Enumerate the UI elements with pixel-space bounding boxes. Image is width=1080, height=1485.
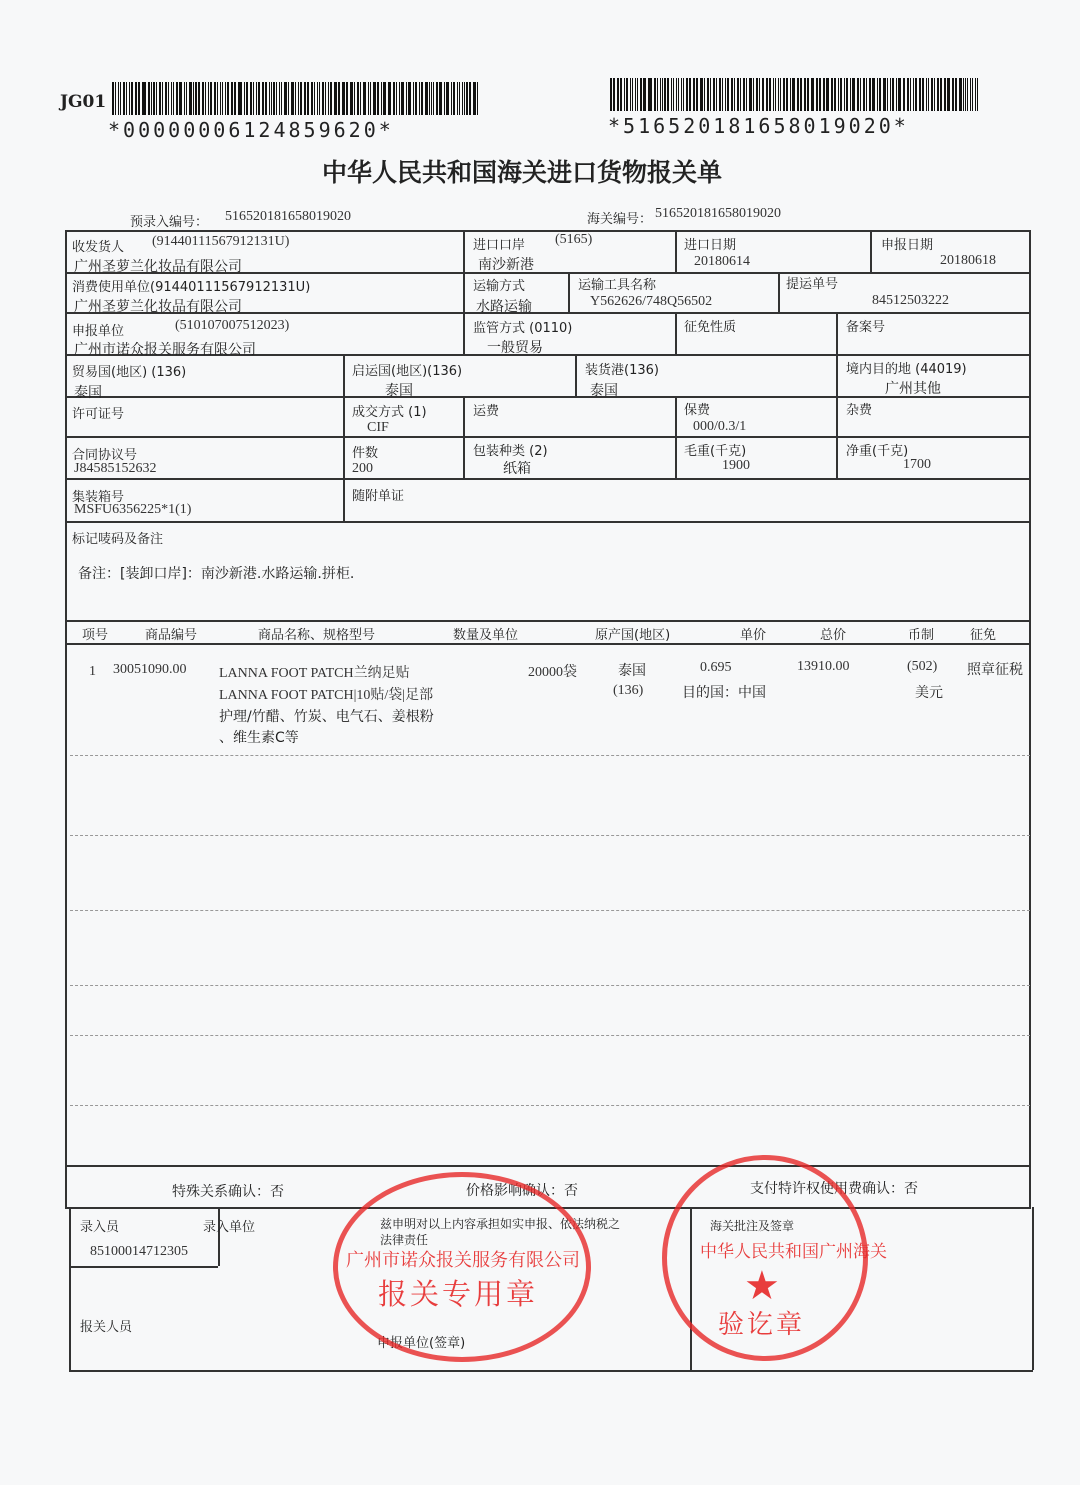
documents-label: 随附单证 <box>352 489 405 504</box>
container: MSFU6356225*1(1) <box>74 502 192 517</box>
table-line <box>675 396 677 478</box>
item-no: 1 <box>89 664 96 679</box>
table-line <box>463 396 465 478</box>
declare-date-label: 申报日期 <box>881 238 934 253</box>
table-line <box>1029 230 1031 1207</box>
pieces-label: 件数 <box>352 446 379 461</box>
pre-entry-label: 预录入编号： <box>130 215 209 230</box>
item-levy: 照章征税 <box>967 662 1023 678</box>
royalty-confirm: 支付特许权使用费确认：否 <box>750 1181 918 1197</box>
column-header: 总价 <box>820 628 847 643</box>
table-line <box>690 1207 692 1370</box>
table-line <box>836 354 838 478</box>
bl-number: 84512503222 <box>872 293 949 308</box>
column-header: 商品编号 <box>145 628 198 643</box>
page-title: 中华人民共和国海关进口货物报关单 <box>322 158 723 187</box>
import-date: 20180614 <box>694 254 750 269</box>
transport: 水路运输 <box>476 299 532 315</box>
license-label: 许可证号 <box>72 407 125 422</box>
special-relation-confirm: 特殊关系确认：否 <box>172 1184 284 1200</box>
import-date-label: 进口日期 <box>684 238 737 253</box>
entry-unit-label: 录入单位 <box>203 1220 256 1235</box>
table-line <box>343 354 345 521</box>
broker-seal-center-text: 报关专用章 <box>378 1277 539 1311</box>
item-destination: 目的国：中国 <box>682 685 766 701</box>
transport-label: 运输方式 <box>473 279 526 294</box>
vehicle-label: 运输工具名称 <box>578 278 657 293</box>
declarant-sign-label: 申报单位(签章) <box>377 1336 466 1351</box>
table-line <box>65 620 1031 622</box>
insurance-label: 保费 <box>684 403 711 418</box>
table-line <box>65 1207 1031 1209</box>
consumer-name: 广州圣萝兰化妆品有限公司 <box>74 299 242 315</box>
table-line <box>69 1370 1033 1372</box>
freight-label: 运费 <box>473 404 500 419</box>
origin-country-label: 启运国(地区)(136) <box>352 364 463 379</box>
column-header: 单价 <box>740 628 767 643</box>
gross-weight: 1900 <box>722 458 750 473</box>
trade-country-label: 贸易国(地区) (136) <box>72 365 187 380</box>
customs-no: 516520181658019020 <box>655 206 781 221</box>
table-line <box>69 1207 71 1370</box>
deal: CIF <box>367 420 389 435</box>
statement-2: 法律责任 <box>380 1233 429 1247</box>
contract: J84585152632 <box>74 461 157 476</box>
barcode-left <box>112 82 480 115</box>
deal-label: 成交方式 (1) <box>352 405 427 420</box>
table-line <box>870 230 872 272</box>
form-code: JG01 <box>60 92 107 112</box>
supervision-label: 监管方式 (0110) <box>473 321 573 336</box>
package: 纸箱 <box>503 461 531 477</box>
column-header: 商品名称、规格型号 <box>258 628 376 643</box>
consignee-name: 广州圣萝兰化妆品有限公司 <box>74 259 242 275</box>
destination: 广州其他 <box>885 381 941 397</box>
table-line <box>575 354 577 396</box>
declarant-code: (510107007512023) <box>175 318 290 333</box>
table-line <box>778 272 780 312</box>
item-spec-2: 护理/竹醋、竹炭、电气石、姜根粉 <box>219 709 434 725</box>
consignee-code: (91440111567912131U) <box>152 234 290 249</box>
item-total: 13910.00 <box>797 659 850 674</box>
origin-country: 泰国 <box>385 383 413 399</box>
port-code: (5165) <box>555 232 593 247</box>
table-line <box>65 230 1031 232</box>
gross-weight-label: 毛重(千克) <box>684 444 747 459</box>
table-line <box>568 272 570 312</box>
table-line <box>65 643 1031 645</box>
column-header: 原产国(地区) <box>595 628 671 643</box>
item-currency-code: (502) <box>907 659 938 674</box>
bl-label: 提运单号 <box>786 277 839 292</box>
net-weight: 1700 <box>903 457 931 472</box>
table-line <box>675 230 677 272</box>
broker-seal-ring-text: 广州市诺众报关服务有限公司 <box>346 1250 580 1271</box>
supervision: 一般贸易 <box>487 340 543 356</box>
customs-seal-ring-text: 中华人民共和国广州海关 <box>700 1242 887 1262</box>
column-header: 征免 <box>970 628 997 643</box>
column-header: 数量及单位 <box>453 628 519 643</box>
table-line <box>65 478 1031 480</box>
star-icon: ★ <box>744 1263 780 1309</box>
table-line <box>65 436 1031 438</box>
misc-fee-label: 杂费 <box>846 403 873 418</box>
customs-approval-label: 海关批注及签章 <box>710 1219 795 1233</box>
consignee-label: 收发货人 <box>72 240 125 255</box>
column-header: 项号 <box>82 628 109 643</box>
broker-label: 报关人员 <box>80 1320 133 1335</box>
item-name: LANNA FOOT PATCH兰纳足贴 <box>219 666 410 681</box>
pieces: 200 <box>352 461 373 476</box>
port-name: 南沙新港 <box>478 257 534 273</box>
declarant-label: 申报单位 <box>72 324 125 339</box>
package-label: 包装种类 (2) <box>473 444 548 459</box>
declare-date: 20180618 <box>940 253 996 268</box>
statement: 兹申明对以上内容承担如实申报、依法纳税之 <box>380 1217 621 1231</box>
table-line <box>463 230 465 354</box>
insurance: 000/0.3/1 <box>693 419 747 434</box>
table-line <box>65 230 67 1207</box>
item-spec: LANNA FOOT PATCH|10贴/袋|足部 <box>219 688 434 703</box>
item-hs-code: 30051090.00 <box>113 662 187 677</box>
table-line <box>836 312 838 354</box>
barcode-left-text: *00000006124859620* <box>108 118 394 142</box>
marks-label: 标记唛码及备注 <box>72 532 164 547</box>
table-line <box>65 521 1031 523</box>
barcode-right <box>610 78 980 111</box>
vehicle: Y562626/748Q56502 <box>590 294 713 309</box>
record-no-label: 备案号 <box>846 320 886 335</box>
contract-label: 合同协议号 <box>72 448 138 463</box>
port-label: 进口口岸 <box>473 238 526 253</box>
loading-port: 泰国 <box>590 383 618 399</box>
destination-label: 境内目的地 (44019) <box>846 362 967 377</box>
remarks: 备注：[装卸口岸]：南沙新港.水路运输.拼柜. <box>78 566 355 582</box>
barcode-right-text: *516520181658019020* <box>608 114 909 138</box>
entry-clerk-label: 录入员 <box>80 1220 120 1235</box>
table-line <box>69 1266 218 1268</box>
loading-port-label: 装货港(136) <box>585 363 659 378</box>
item-unit-price: 0.695 <box>700 660 732 675</box>
pre-entry-no: 516520181658019020 <box>225 209 351 224</box>
item-currency: 美元 <box>915 685 943 701</box>
customs-no-label: 海关编号： <box>587 212 653 227</box>
table-line <box>675 312 677 354</box>
consumer-label: 消费使用单位(91440111567912131U) <box>72 280 311 295</box>
column-header: 币制 <box>908 628 935 643</box>
table-line <box>1032 1207 1034 1370</box>
item-quantity: 20000袋 <box>528 665 577 680</box>
trade-country: 泰国 <box>74 385 102 401</box>
price-impact-confirm: 价格影响确认：否 <box>466 1183 578 1199</box>
levy-nature-label: 征免性质 <box>684 320 737 335</box>
customs-seal-center-text: 验讫章 <box>718 1310 806 1340</box>
item-spec-3: 、维生素C等 <box>219 730 299 746</box>
declarant-name: 广州市诺众报关服务有限公司 <box>74 342 256 358</box>
net-weight-label: 净重(千克) <box>846 444 909 459</box>
item-origin: 泰国 <box>618 663 646 679</box>
item-origin-code: (136) <box>613 683 644 698</box>
table-line <box>65 1165 1031 1167</box>
entry-no: 85100014712305 <box>90 1244 188 1259</box>
container-label: 集装箱号 <box>72 490 125 505</box>
